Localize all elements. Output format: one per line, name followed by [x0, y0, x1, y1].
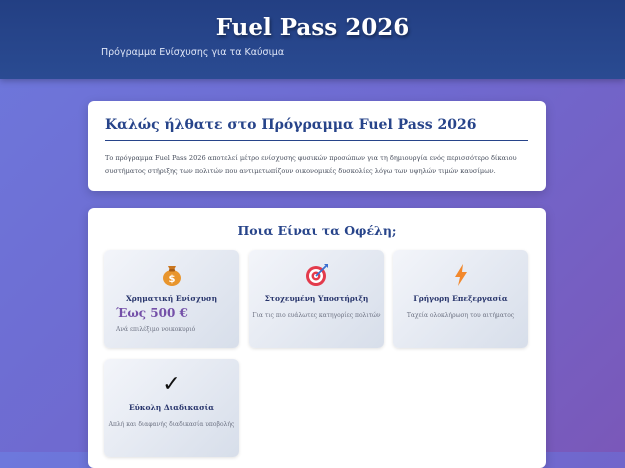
welcome-divider	[105, 140, 528, 141]
benefit-desc: Ταχεία ολοκλήρωση του αιτήματος	[406, 312, 515, 319]
benefit-title: Εύκολη Διαδικασία	[128, 403, 215, 412]
welcome-card	[88, 101, 546, 191]
header-banner	[0, 0, 625, 79]
benefit-desc: Απλή και διαφανής διαδικασία υποβολής	[108, 421, 235, 428]
benefit-tile-fast-processing	[393, 250, 528, 348]
money-bag-icon	[104, 263, 239, 287]
benefit-amount: Έως 500 €	[116, 306, 188, 320]
checkmark-icon: ✓	[162, 371, 181, 397]
benefit-title: Στοχευμένη Υποστήριξη	[264, 294, 369, 303]
lightning-icon	[393, 263, 528, 287]
svg-text:$: $	[168, 274, 175, 285]
benefits-card	[88, 208, 546, 468]
benefit-tile-financial-support	[104, 250, 239, 348]
benefits-title: Ποια Είναι τα Οφέλη;	[237, 223, 397, 238]
benefit-tile-targeted-support	[249, 250, 384, 348]
welcome-title: Καλώς ήλθατε στο Πρόγραμμα Fuel Pass 2026	[105, 117, 477, 133]
benefit-tile-easy-process	[104, 359, 239, 457]
page-title: Fuel Pass 2026	[215, 14, 410, 41]
benefit-desc: Για τις πιο ευάλωτες κατηγορίες πολιτών	[252, 312, 381, 319]
welcome-text: Το πρόγραμμα Fuel Pass 2026 αποτελεί μέτρο ενίσχυσης φυσικών προσώπων για τη δημιουργία ενός περισσότερο δίκαιου συστήματος στήριξης των πολιτών που αντιμετωπίζουν οικονομικές δυσκολίες λόγω των υψηλών τιμών καυσίμων.	[105, 154, 517, 175]
benefit-desc: Ανά επιλέξιμο νοικοκυριό	[116, 326, 196, 333]
benefit-title: Γρήγορη Επεξεργασία	[413, 294, 508, 303]
target-icon	[249, 263, 384, 287]
page-subtitle: Πρόγραμμα Ενίσχυσης για τα Καύσιμα	[101, 47, 285, 58]
benefit-title: Χρηματική Ενίσχυση	[125, 294, 218, 303]
